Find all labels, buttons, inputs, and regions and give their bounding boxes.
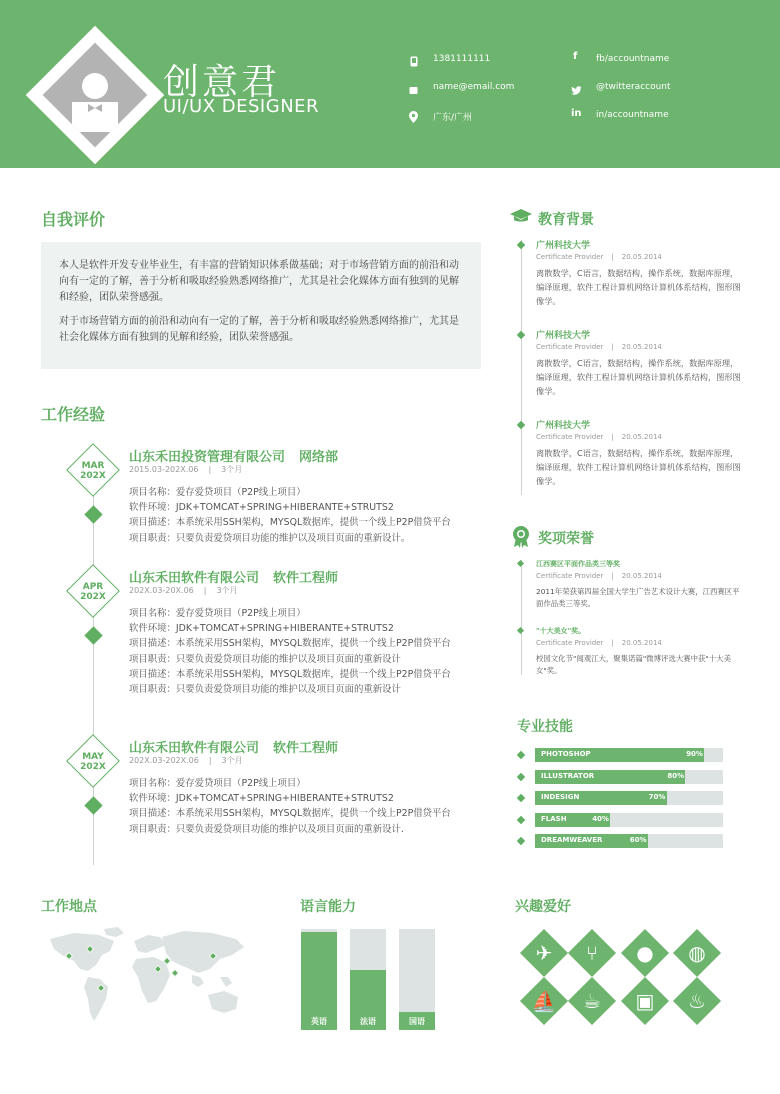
utensils-icon: ⑂ [586, 941, 598, 965]
job-meta: 2015.03-202X.06 | 3个月 [129, 465, 243, 474]
camera-icon: ▣ [635, 989, 655, 1013]
self-eval-paragraph: 本人是软件开发专业毕业生，有丰富的营销知识体系做基础；对于市场营销方面的前沿和动向有一定的了解，善于分析和吸取经验熟悉网络推广，尤其是社会化媒体方面有独到的见解和经验，团队荣誉感强。 [59, 260, 459, 303]
skills-heading: 专业技能 [517, 719, 573, 735]
linkedin-icon: in [571, 108, 582, 119]
email-address[interactable]: name@email.com [433, 82, 515, 92]
self-eval-heading: 自我评价 [41, 210, 106, 229]
job-meta: 202X.03-20X.06 | 3个月 [129, 586, 238, 595]
company-name: 山东禾田软件有限公司 [129, 741, 260, 756]
skill-bullet [517, 772, 525, 780]
location-heading: 工作地点 [41, 899, 97, 915]
edu-school: 广州科技大学 [536, 331, 591, 341]
work-heading: 工作经验 [41, 405, 106, 424]
edu-description: 离散数学，C语言，数据结构，操作系统，数据库原理，编译原理，软件工程计算机网络计算机体系结构，图形图像学。 [536, 358, 741, 396]
job-line: 项目名称：爱存爱贷项目（P2P线上项目） [129, 778, 306, 789]
phone-number[interactable]: 1381111111 [433, 54, 491, 64]
job-company [129, 737, 338, 756]
date-month: MAR [81, 461, 105, 471]
language-bar [399, 929, 435, 1030]
job-line: 项目名称：爱存爱贷项目（P2P线上项目） [129, 608, 306, 619]
basketball-icon: ◍ [688, 941, 706, 965]
sailboat-icon: ⛵ [531, 989, 557, 1013]
awards-timeline [521, 560, 522, 675]
clock-icon [84, 626, 102, 644]
job-line: 项目描述：本系统采用SSH架构，MYSQL数据库，提供一个线上P2P借贷平台 [129, 668, 451, 680]
education-heading: 教育背景 [538, 212, 594, 228]
job-duration: 3个月 [221, 465, 243, 474]
award-provider: Certificate Provider [536, 639, 604, 647]
self-eval-box [41, 242, 481, 369]
job-duration: 3个月 [216, 586, 238, 595]
skill-bullet [517, 751, 525, 759]
job-line: 项目描述：本系统采用SSH架构，MYSQL数据库，提供一个线上P2P借贷平台 [129, 808, 451, 820]
edu-provider: Certificate Provider [536, 343, 604, 351]
language-name: 国语 [409, 1017, 425, 1026]
edu-provider: Certificate Provider [536, 433, 604, 441]
job-details [129, 606, 451, 697]
skill-name: PHOTOSHOP [541, 750, 591, 758]
skill-percent: 40% [592, 814, 609, 823]
job-line: 软件环境：JDK+TOMCAT+SPRING+HIBERANTE+STRUTS2 [129, 502, 394, 514]
job-period: 2015.03-202X.06 [129, 465, 199, 474]
job-line: 项目职责：只要负责爱贷项目功能的维护以及项目页面的重新设计。 [129, 532, 411, 544]
airplane-icon: ✈ [535, 941, 553, 965]
job-role: 软件工程师 [273, 741, 339, 756]
timeline-dot [517, 421, 525, 429]
graduation-cap-icon [510, 208, 532, 228]
edu-date: 20.05.2014 [621, 343, 662, 351]
skill-percent: 70% [648, 793, 666, 801]
job-line: 项目名称：爱存爱贷项目（P2P线上项目） [129, 487, 306, 498]
job-role: 网络部 [299, 450, 339, 465]
date-month: MAY [82, 752, 104, 762]
hobbies-heading: 兴趣爱好 [515, 899, 571, 915]
job-line: 软件环境：JDK+TOMCAT+SPRING+HIBERANTE+STRUTS2 [129, 793, 394, 805]
edu-school: 广州科技大学 [536, 241, 591, 251]
bowling-icon: ● [636, 941, 654, 965]
job-duration: 3个月 [221, 756, 243, 765]
award-meta: Certificate Provider | 20.05.2014 [536, 639, 662, 647]
job-line: 项目职责：只要负责爱贷项目功能的维护以及项目页面的重新设计. [129, 823, 404, 835]
date-year: 202X [80, 592, 106, 602]
award-provider: Certificate Provider [536, 572, 604, 580]
clock-icon [84, 796, 102, 814]
timeline-dot [517, 241, 525, 249]
job-role: 软件工程师 [273, 571, 339, 586]
skill-track [535, 748, 723, 762]
job-line: 项目描述：本系统采用SSH架构，MYSQL数据库，提供一个线上P2P借贷平台 [129, 517, 451, 529]
awards-heading: 奖项荣誉 [538, 531, 594, 547]
location-text: 广东/广州 [433, 113, 473, 123]
job-title: UI/UX DESIGNER [163, 96, 320, 117]
edu-description: 离散数学，C语言，数据结构，操作系统，数据库原理，编译原理，软件工程计算机网络计算机体系结构，图形图像学。 [536, 268, 741, 306]
date-year: 202X [80, 471, 106, 481]
self-eval-paragraph: 对于市场营销方面的前沿和动向有一定的了解，善于分析和吸取经验熟悉网络推广，尤其是社会化媒体方面有独到的见解和经验，团队荣誉感强。 [59, 316, 459, 343]
edu-meta: Certificate Provider | 20.05.2014 [536, 343, 662, 351]
twitter-icon [571, 81, 582, 100]
mail-icon [409, 81, 418, 100]
job-company [129, 446, 338, 465]
award-description: 2011年荣获第四届全国大学生广告艺术设计大赛，江西赛区平面作品类三等奖。 [536, 587, 740, 608]
award-date: 20.05.2014 [621, 639, 662, 647]
avatar-silhouette-icon [58, 58, 132, 132]
skill-track [535, 813, 723, 827]
skill-name: FLASH [541, 814, 567, 823]
company-name: 山东禾田投资管理有限公司 [129, 450, 286, 465]
campfire-icon: ♨ [688, 989, 706, 1013]
clock-icon [84, 505, 102, 523]
facebook-icon: f [573, 51, 578, 62]
linkedin-account[interactable]: in/accountname [596, 110, 669, 120]
timeline-dot [517, 560, 524, 567]
language-bar [301, 929, 337, 1030]
job-details [129, 776, 451, 837]
skill-track [535, 834, 723, 848]
skill-name: INDESIGN [541, 793, 580, 801]
job-line: 软件环境：JDK+TOMCAT+SPRING+HIBERANTE+STRUTS2 [129, 623, 394, 635]
award-date: 20.05.2014 [621, 572, 662, 580]
skill-track [535, 791, 723, 805]
award-name: 江西赛区平面作品类三等奖 [536, 560, 620, 568]
languages-heading: 语言能力 [300, 899, 356, 915]
skill-bullet [517, 815, 525, 823]
skill-name: ILLUSTRATOR [541, 771, 595, 780]
candidate-name: 创意君 [163, 62, 281, 103]
twitter-account[interactable]: @twitteraccount [596, 82, 671, 92]
edu-meta: Certificate Provider | 20.05.2014 [536, 433, 662, 441]
skill-bullet [517, 794, 525, 802]
edu-meta: Certificate Provider | 20.05.2014 [536, 253, 662, 261]
job-line: 项目职责：只要负责爱贷项目功能的维护以及项目页面的重新设计 [129, 653, 401, 665]
job-company [129, 567, 338, 586]
skill-bullet [517, 837, 525, 845]
job-period: 202X.03-202X.06 [129, 756, 199, 765]
edu-school: 广州科技大学 [536, 421, 591, 431]
date-year: 202X [80, 762, 106, 772]
coffee-beans-icon: ☕ [583, 989, 601, 1013]
skill-percent: 90% [686, 750, 703, 758]
award-name: "十大美女"奖。 [536, 627, 586, 635]
job-meta: 202X.03-202X.06 | 3个月 [129, 756, 243, 765]
timeline-dot [517, 627, 524, 634]
world-map [44, 925, 249, 1030]
education-timeline [521, 240, 522, 495]
company-name: 山东禾田软件有限公司 [129, 571, 260, 586]
skill-percent: 60% [629, 836, 647, 844]
job-line: 项目描述：本系统采用SSH架构，MYSQL数据库，提供一个线上P2P借贷平台 [129, 638, 451, 650]
location-icon [409, 108, 418, 127]
award-description: 校园文化节"闻观江大，聚集诺篇"微博评选大赛中获"十大美女"奖。 [536, 654, 731, 675]
job-line: 项目职责：只要负责爱贷项目功能的维护以及项目页面的重新设计 [129, 684, 401, 696]
skill-track [535, 770, 723, 784]
language-name: 英语 [311, 1017, 327, 1026]
skill-percent: 80% [667, 771, 685, 780]
language-bar [350, 929, 386, 1030]
edu-provider: Certificate Provider [536, 253, 604, 261]
edu-description: 离散数学，C语言，数据结构，操作系统，数据库原理，编译原理，软件工程计算机网络计算机体系结构，图形图像学。 [536, 448, 741, 486]
edu-date: 20.05.2014 [621, 253, 662, 261]
timeline-dot [517, 331, 525, 339]
award-medal-icon [512, 526, 530, 552]
job-details [129, 485, 451, 546]
date-month: APR [82, 582, 104, 592]
phone-icon [410, 52, 418, 71]
job-period: 202X.03-20X.06 [129, 586, 194, 595]
language-name: 法语 [360, 1017, 376, 1026]
edu-date: 20.05.2014 [621, 433, 662, 441]
skill-name: DREAMWEAVER [541, 836, 603, 844]
award-meta: Certificate Provider | 20.05.2014 [536, 572, 662, 580]
facebook-account[interactable]: fb/accountname [596, 54, 670, 64]
